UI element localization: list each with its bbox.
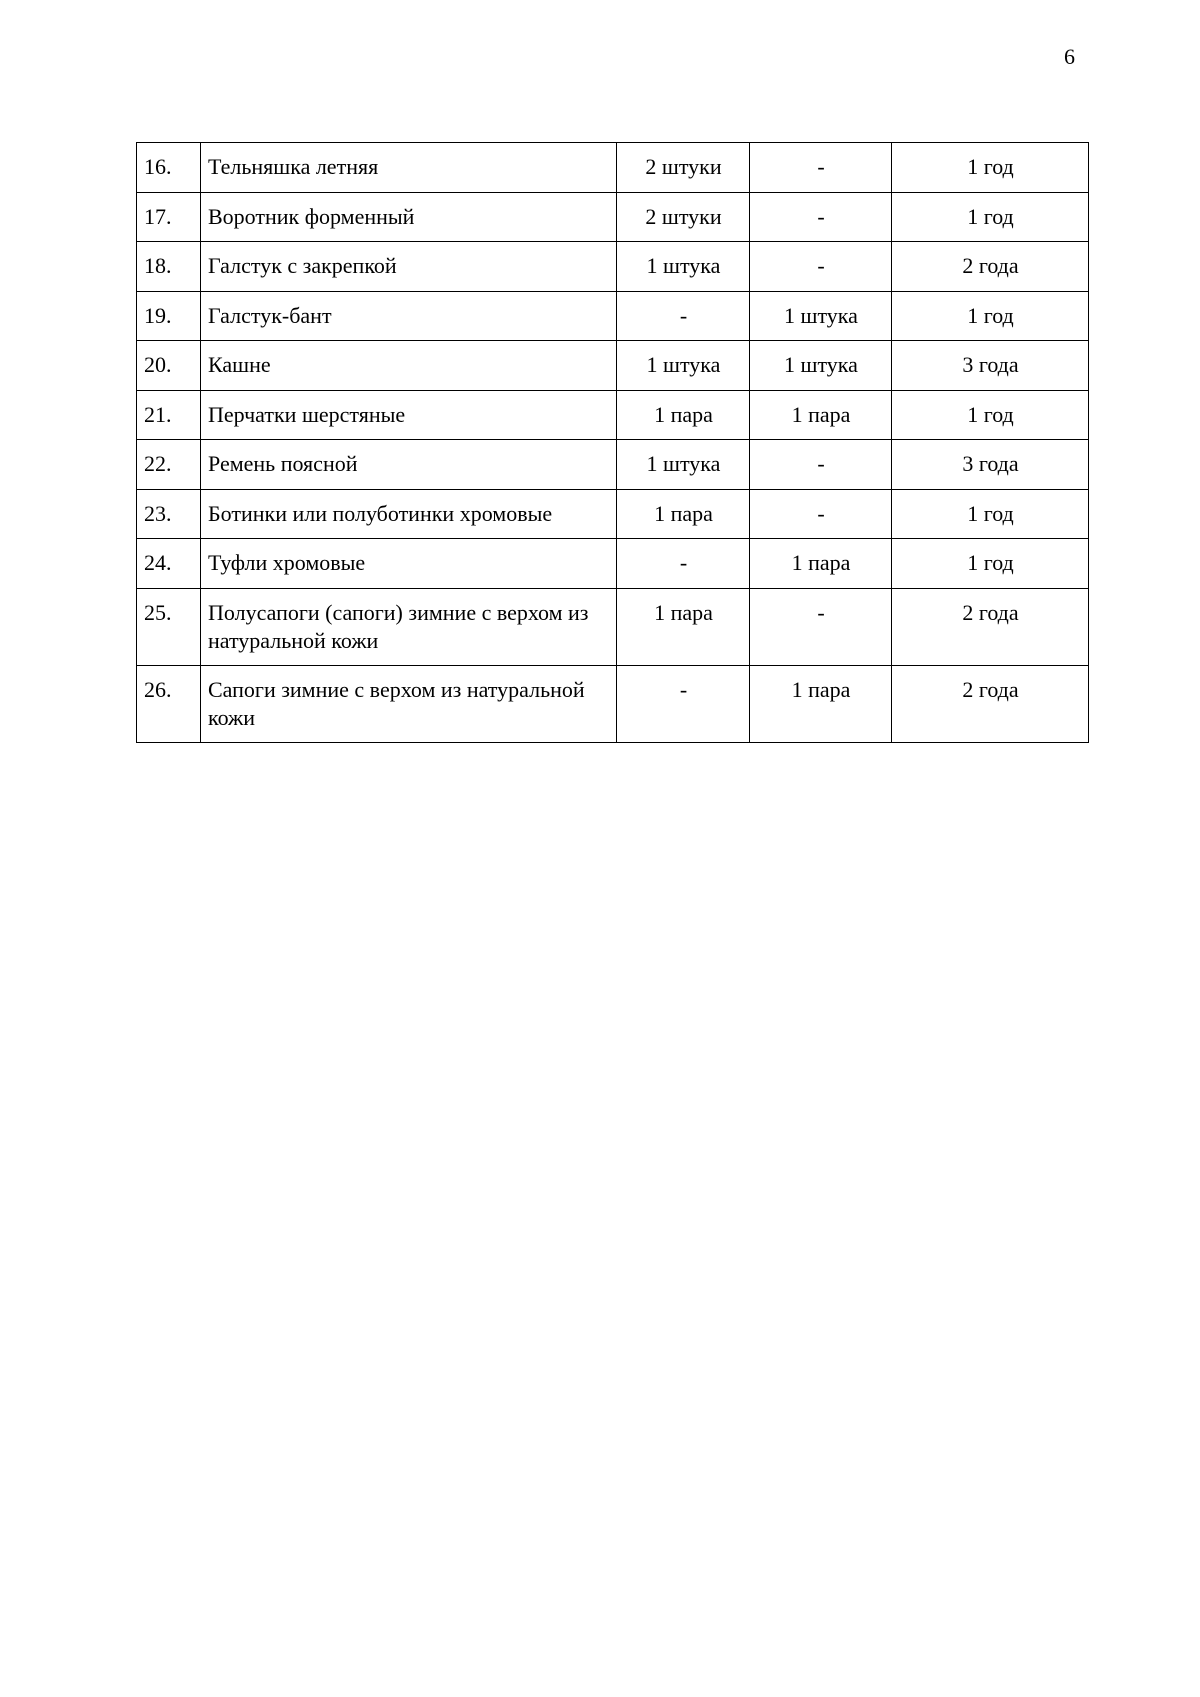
table-row bbox=[137, 143, 1089, 193]
row-number: 20. bbox=[137, 341, 201, 391]
table-row bbox=[137, 390, 1089, 440]
quantity-b: - bbox=[750, 192, 892, 242]
wear-period: 1 год bbox=[892, 143, 1089, 193]
quantity-a: 1 штука bbox=[617, 440, 750, 490]
row-number: 21. bbox=[137, 390, 201, 440]
quantity-b: 1 пара bbox=[750, 665, 892, 742]
wear-period: 3 года bbox=[892, 440, 1089, 490]
quantity-a: 2 штуки bbox=[617, 143, 750, 193]
quantity-b: - bbox=[750, 143, 892, 193]
row-number: 18. bbox=[137, 242, 201, 292]
wear-period: 1 год bbox=[892, 192, 1089, 242]
quantity-b: - bbox=[750, 489, 892, 539]
item-name: Галстук с закрепкой bbox=[201, 242, 617, 292]
row-number: 22. bbox=[137, 440, 201, 490]
quantity-a: - bbox=[617, 291, 750, 341]
item-name: Перчатки шерстяные bbox=[201, 390, 617, 440]
quantity-a: 1 пара bbox=[617, 588, 750, 665]
quantity-a: 1 пара bbox=[617, 489, 750, 539]
wear-period: 2 года bbox=[892, 588, 1089, 665]
wear-period: 1 год bbox=[892, 539, 1089, 589]
table-row bbox=[137, 665, 1089, 742]
item-name: Воротник форменный bbox=[201, 192, 617, 242]
table-row bbox=[137, 242, 1089, 292]
quantity-b: 1 пара bbox=[750, 390, 892, 440]
quantity-b: - bbox=[750, 588, 892, 665]
row-number: 17. bbox=[137, 192, 201, 242]
quantity-a: 1 штука bbox=[617, 242, 750, 292]
table-row bbox=[137, 192, 1089, 242]
table-row bbox=[137, 341, 1089, 391]
row-number: 25. bbox=[137, 588, 201, 665]
quantity-a: - bbox=[617, 665, 750, 742]
quantity-a: 1 штука bbox=[617, 341, 750, 391]
row-number: 23. bbox=[137, 489, 201, 539]
table-row bbox=[137, 489, 1089, 539]
item-name: Галстук-бант bbox=[201, 291, 617, 341]
quantity-a: 1 пара bbox=[617, 390, 750, 440]
item-name: Ремень поясной bbox=[201, 440, 617, 490]
uniform-items-table bbox=[136, 142, 1089, 743]
quantity-a: - bbox=[617, 539, 750, 589]
wear-period: 2 года bbox=[892, 665, 1089, 742]
row-number: 16. bbox=[137, 143, 201, 193]
wear-period: 1 год bbox=[892, 489, 1089, 539]
row-number: 24. bbox=[137, 539, 201, 589]
item-name: Ботинки или полуботинки хромовые bbox=[201, 489, 617, 539]
table-row bbox=[137, 291, 1089, 341]
wear-period: 3 года bbox=[892, 341, 1089, 391]
quantity-b: - bbox=[750, 242, 892, 292]
wear-period: 2 года bbox=[892, 242, 1089, 292]
table-row bbox=[137, 440, 1089, 490]
wear-period: 1 год bbox=[892, 390, 1089, 440]
table-row bbox=[137, 539, 1089, 589]
quantity-b: 1 штука bbox=[750, 291, 892, 341]
page-number: 6 bbox=[1064, 44, 1075, 69]
table-row bbox=[137, 588, 1089, 665]
row-number: 26. bbox=[137, 665, 201, 742]
quantity-b: 1 штука bbox=[750, 341, 892, 391]
quantity-b: 1 пара bbox=[750, 539, 892, 589]
quantity-b: - bbox=[750, 440, 892, 490]
item-name: Полусапоги (сапоги) зимние с верхом из натуральной кожи bbox=[201, 588, 617, 665]
wear-period: 1 год bbox=[892, 291, 1089, 341]
row-number: 19. bbox=[137, 291, 201, 341]
quantity-a: 2 штуки bbox=[617, 192, 750, 242]
item-name: Кашне bbox=[201, 341, 617, 391]
item-name: Сапоги зимние с верхом из натуральной кожи bbox=[201, 665, 617, 742]
item-name: Тельняшка летняя bbox=[201, 143, 617, 193]
item-name: Туфли хромовые bbox=[201, 539, 617, 589]
